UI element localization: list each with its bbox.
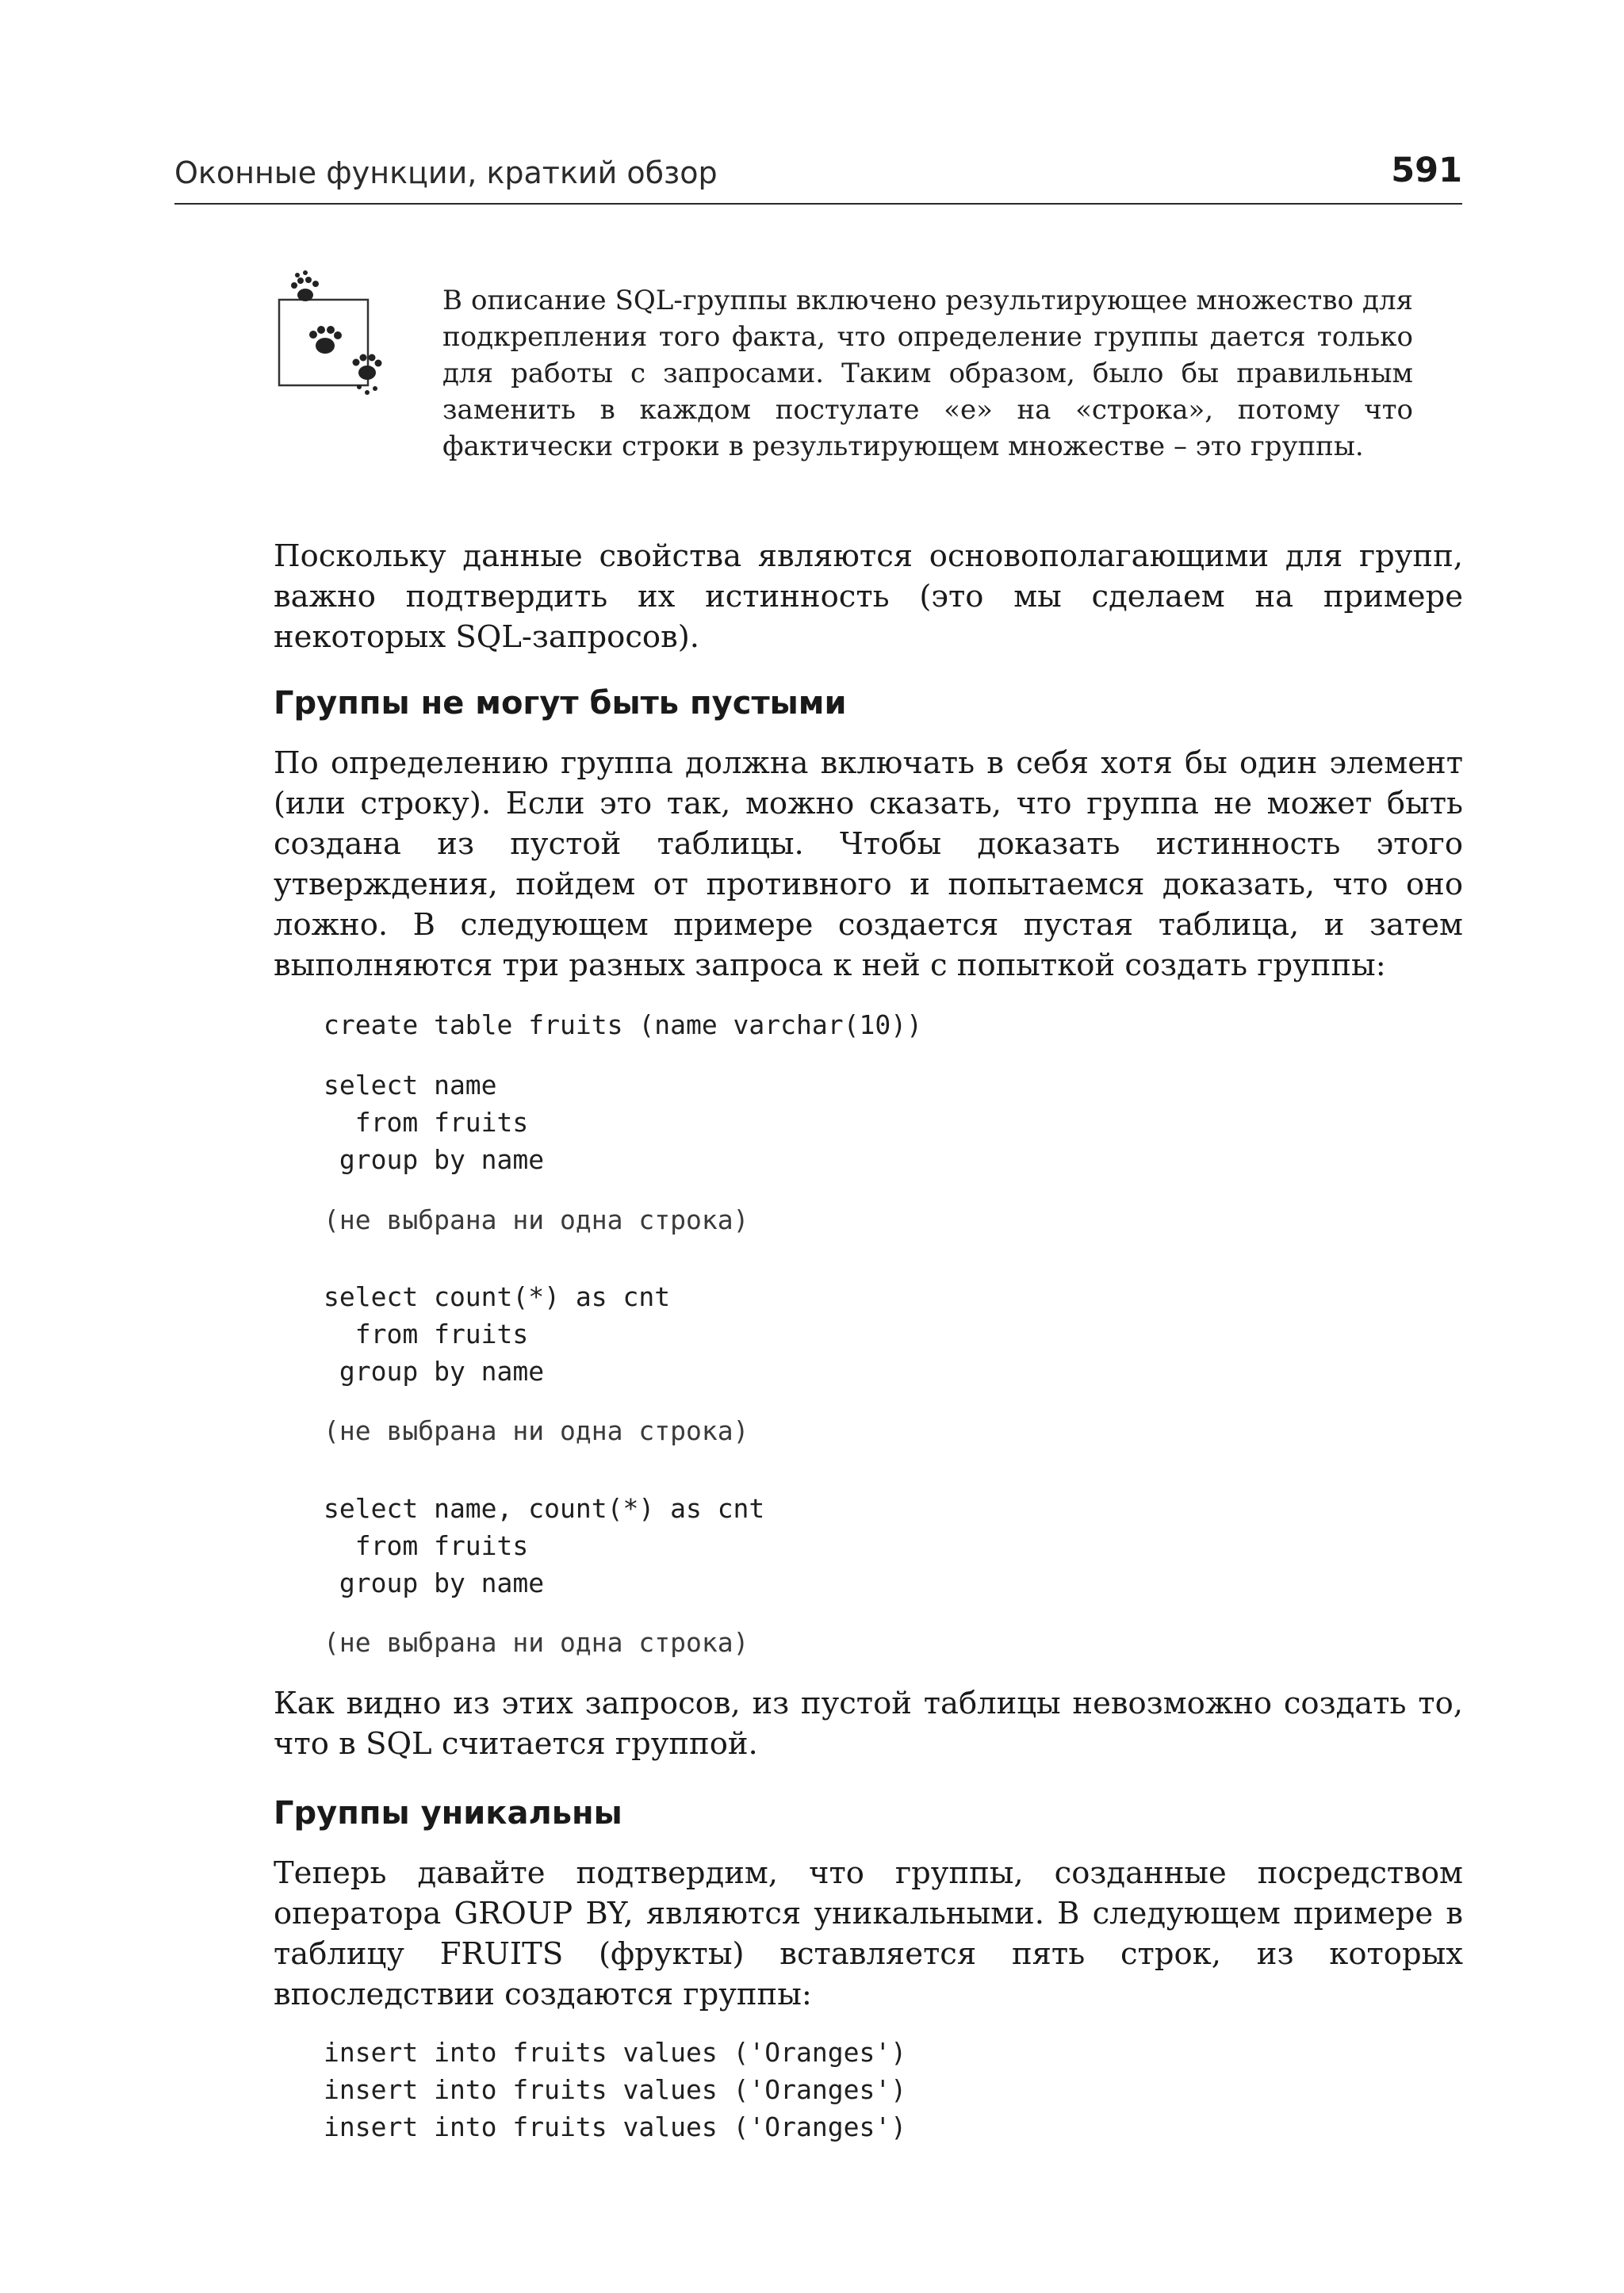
empty-groups-conclusion: Как видно из этих запросов, из пустой таблицы невозможно создать то, что в SQL считается группой. [274, 1686, 1463, 1762]
code-create-table: create table fruits (name varchar(10)) [324, 1009, 922, 1040]
unique-groups-paragraph: Теперь давайте подтвердим, что группы, созданные посредством оператора GROUP BY, являются уникальными. В следующем примере в таблицу FRUITS (фрукты) вставляется пять строк, из которых впоследствии создаются группы: [274, 1855, 1463, 2012]
code-query-1: select name from fruits group by name [324, 1070, 545, 1175]
query-3-result: (не выбрана ни одна строка) [324, 1627, 749, 1658]
running-title: Оконные функции, краткий обзор [174, 155, 718, 190]
empty-groups-paragraph: По определению группа должна включать в себя хотя бы один элемент (или строку). Если это так, можно сказать, что группа не может быть создана из пустой таблицы. Чтобы доказать истинность этого утверждения, пойдем от противного и попытаемся доказать, что оно ложно. В следующем примере создается пустая таблица, и затем выполняются три разных запроса к ней с попыткой создать группы: [274, 745, 1463, 983]
page-number: 591 [1391, 151, 1462, 190]
intro-paragraph: Поскольку данные свойства являются основополагающими для групп, важно подтвердить их истинность (это мы сделаем на примере некоторых SQL-запросов). [274, 538, 1463, 655]
query-1-result: (не выбрана ни одна строка) [324, 1204, 749, 1235]
section-heading-empty-groups: Группы не могут быть пустыми [274, 685, 847, 722]
section-heading-unique-groups: Группы уникальны [274, 1795, 622, 1832]
code-query-3: select name, count(*) as cnt from fruits group by name [324, 1493, 765, 1598]
code-inserts: insert into fruits values ('Oranges') insert into fruits values ('Oranges') insert into fruits values ('Oranges') [324, 2037, 907, 2142]
query-2-result: (не выбрана ни одна строка) [324, 1415, 749, 1446]
paw-prints-icon [274, 268, 383, 400]
note-text: В описание SQL-группы включено результирующее множество для подкрепления того факта, что определение группы дается только для работы с запросами. Таким образом, было бы правильным заменить в каждом постулате «е» на «строка», потому что фактически строки в результирующем множестве – это группы. [442, 285, 1413, 462]
code-query-2: select count(*) as cnt from fruits group by name [324, 1281, 671, 1387]
running-header [174, 147, 1462, 205]
